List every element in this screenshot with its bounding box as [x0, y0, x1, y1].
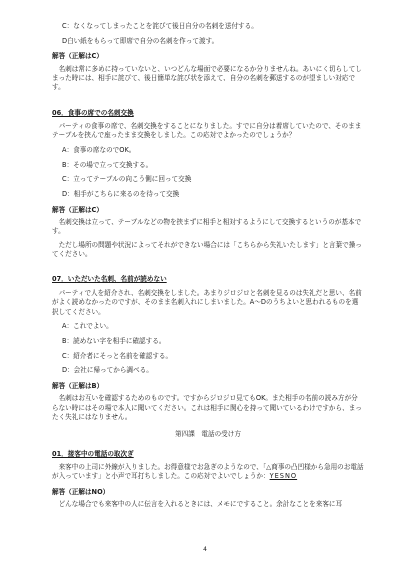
q07-option-a: A：これでよい。	[62, 321, 113, 330]
q06-body: パーティの食事の席で、名刺交換をすることになりました。すでに自分は着席していたので、そのままテーブルを挟んで座ったまま交換をしました。この応対でよかったのでしょうか？	[52, 122, 362, 140]
intro-answer: 解答（正解はC）	[52, 52, 103, 61]
q01-heading: 01．接客中の電話の取次ぎ	[52, 449, 134, 458]
q07-heading: 07．いただいた名刺、名前が読めない	[52, 275, 167, 284]
q06-option-b: B：その場で立って交換する。	[62, 160, 153, 169]
intro-option-d: D白い紙をもらって即席で自分の名刺を作って渡す。	[62, 36, 219, 45]
q07-option-b: B：読めない字を相手に確認する。	[62, 336, 166, 345]
q07-body: パーティで人を紹介され、名刺交換をしました。あまりジロジロと名刺を見るのは失礼だと思い、名前がよく読めなかったのですが、そのまま名刺入れにしまいました。A～Dのうちよいと思われるものを選択してください。	[52, 288, 362, 316]
yes-no-choice: YESNO	[269, 472, 298, 481]
page-number: 4	[203, 546, 207, 553]
q01-body-text: 来客中の上司に外線が入りました。お得意様でお急ぎのようなので、「△商事の凸凹様から急用のお電話が入っています」と小声で耳打ちしました。この応対でよいでしょうか：	[52, 463, 364, 481]
intro-option-c: C：なくなってしまったことを詫びて後日自分の名刺を送付する。	[62, 22, 258, 30]
q01-body	[52, 463, 364, 482]
q06-heading: 06．食事の席での名刺交換	[52, 108, 134, 117]
q07-option-c: C：紹介者にそっと名前を確認する。	[62, 351, 173, 360]
q01-explanation: どんな場合でも来客中の人に伝言を入れるときには、メモにですること。余計なことを来客に耳	[58, 500, 343, 509]
q06-option-a: A：食事の席なのでOK。	[62, 145, 136, 154]
q06-answer: 解答（正解はC）	[52, 205, 103, 214]
q06-option-c: C：立ってテーブルの向こう側に回って交換	[62, 175, 192, 184]
q07-explanation: 名刺はお互いを確認するためのものです。ですからジロジロ見てもOK。また相手の名前の読み方が分らない時にはその場で本人に聞いてください。これは相手に関心を持って聞いているわけですから、まったく失礼にはなりません。	[52, 394, 362, 421]
chapter-title: 第四課 電話の受け方	[175, 430, 241, 439]
q06-explanation-1: 名刺交換は立って、テーブルなどの物を挟まずに相手と相対するようにして交換するというのが基本です。	[52, 218, 362, 236]
q07-answer: 解答（正解はB）	[52, 381, 104, 390]
q07-option-d: D：会社に帰ってから調べる。	[62, 366, 153, 375]
q01-answer: 解答（正解はNO）	[52, 487, 110, 496]
intro-explanation: 名刺は常に多めに持っていないと、いつどんな場面で必要になるか分りませんね。あいにく切らしてしまった時には、相手に詫びて、後日簡単な詫び状を添えて、自分の名刺を郵送するのが望ましい対応です。	[52, 64, 362, 92]
q06-explanation-2: ただし場所の問題や状況によってそれができない場合には「こちらから失礼いたします」と言葉で操ってください。	[52, 240, 362, 259]
q06-option-d: D：相手がこちらに来るのを待って交換	[62, 190, 180, 199]
